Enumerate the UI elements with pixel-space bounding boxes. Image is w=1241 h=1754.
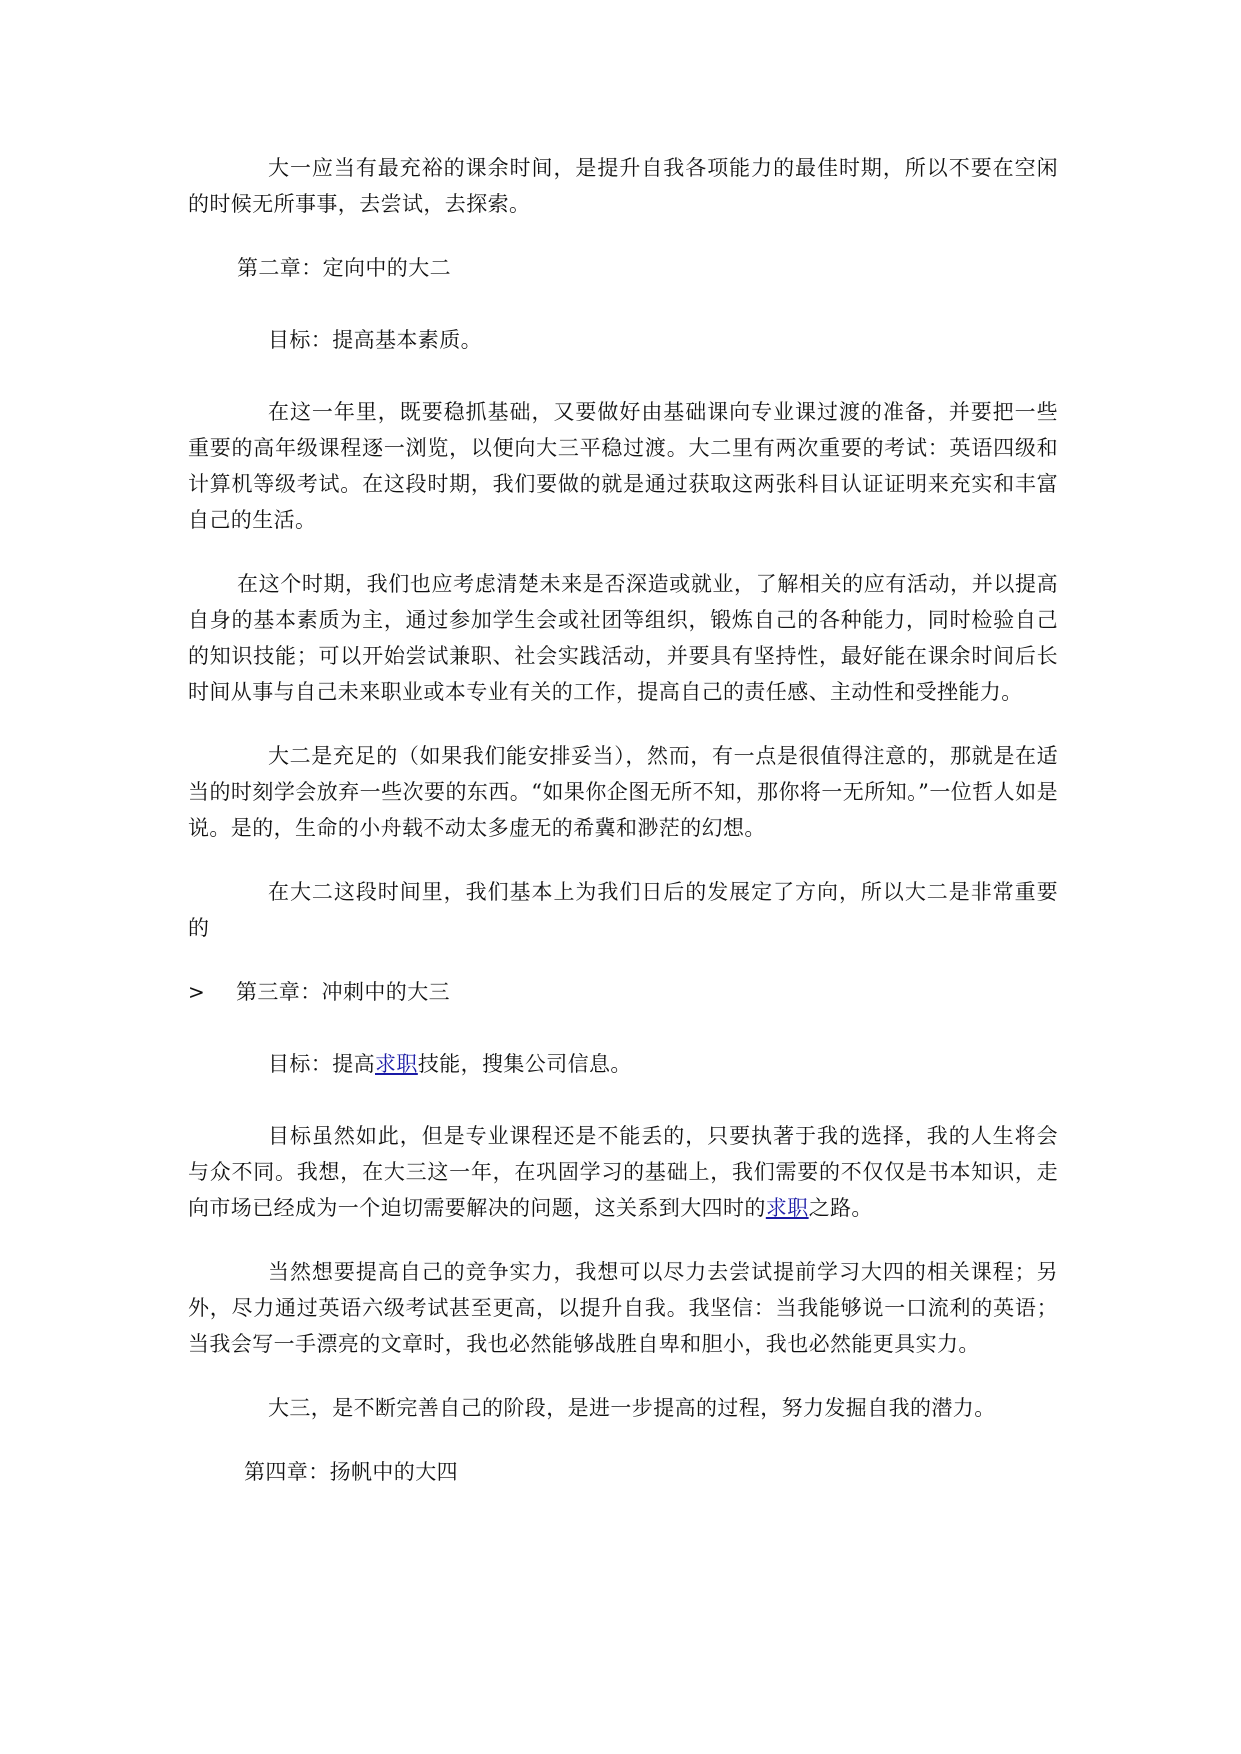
chapter-3-heading — [188, 974, 1058, 1010]
paragraph-junior-market-text-before: 目标虽然如此，但是专业课程还是不能丢的，只要执著于我的选择，我的人生将会与众不同。我想，在大三这一年，在巩固学习的基础上，我们需要的不仅仅是书本知识，走向市场已经成为一个迫切需要解决的问题，这关系到大四时的 — [188, 1124, 1058, 1220]
chapter-3-goal — [188, 1046, 1058, 1082]
chapter-4-heading: 第四章：扬帆中的大四 — [244, 1460, 458, 1484]
paragraph-junior-summary: 大三，是不断完善自己的阶段，是进一步提高的过程，努力发掘自我的潜力。 — [268, 1396, 996, 1420]
job-hunting-link[interactable]: 求职 — [375, 1052, 418, 1076]
paragraph-freshman-summary: 大一应当有最充裕的课余时间，是提升自我各项能力的最佳时期，所以不要在空闲的时候无所事事，去尝试，去探索。 — [188, 156, 1058, 216]
paragraph-junior-market-text-after: 之路。 — [808, 1196, 873, 1220]
bullet-arrow-icon: > — [188, 980, 206, 1004]
paragraph-sophomore-transition: 在这一年里，既要稳抓基础，又要做好由基础课向专业课过渡的准备，并要把一些重要的高年级课程逐一浏览，以便向大三平稳过渡。大二里有两次重要的考试：英语四级和计算机等级考试。在这段时期，我们要做的就是通过获取这两张科目认证证明来充实和丰富自己的生活。 — [188, 400, 1058, 532]
job-hunting-link-2[interactable]: 求职 — [765, 1196, 809, 1220]
paragraph-sophomore-direction: 在大二这段时间里，我们基本上为我们日后的发展定了方向，所以大二是非常重要的 — [188, 880, 1058, 940]
paragraph-sophomore-activities: 在这个时期，我们也应考虑清楚未来是否深造或就业，了解相关的应有活动，并以提高自身的基本素质为主，通过参加学生会或社团等组织，锻炼自己的各种能力，同时检验自己的知识技能；可以开始尝试兼职、社会实践活动，并要具有坚持性，最好能在课余时间后长时间从事与自己未来职业或本专业有关的工作，提高自己的责任感、主动性和受挫能力。 — [188, 572, 1058, 704]
document-body — [188, 150, 1058, 1526]
chapter-3-title: 第三章：冲刺中的大三 — [236, 980, 450, 1004]
chapter-2-heading: 第二章：定向中的大二 — [237, 256, 451, 280]
chapter-3-goal-text-after: 技能，搜集公司信息。 — [417, 1052, 632, 1076]
chapter-3-goal-text-before: 目标：提高 — [268, 1052, 375, 1076]
paragraph-junior-market — [188, 1118, 1058, 1226]
paragraph-junior-competitiveness: 当然想要提高自己的竞争实力，我想可以尽力去尝试提前学习大四的相关课程；另外，尽力通过英语六级考试甚至更高，以提升自我。我坚信：当我能够说一口流利的英语；当我会写一手漂亮的文章时，我也必然能够战胜自卑和胆小，我也必然能更具实力。 — [188, 1260, 1058, 1356]
chapter-2-goal: 目标：提高基本素质。 — [268, 328, 482, 352]
paragraph-sophomore-letting-go: 大二是充足的（如果我们能安排妥当），然而，有一点是很值得注意的，那就是在适当的时刻学会放弃一些次要的东西。“如果你企图无所不知，那你将一无所知。”一位哲人如是说。是的，生命的小舟载不动太多虚无的希冀和渺茫的幻想。 — [188, 744, 1058, 840]
